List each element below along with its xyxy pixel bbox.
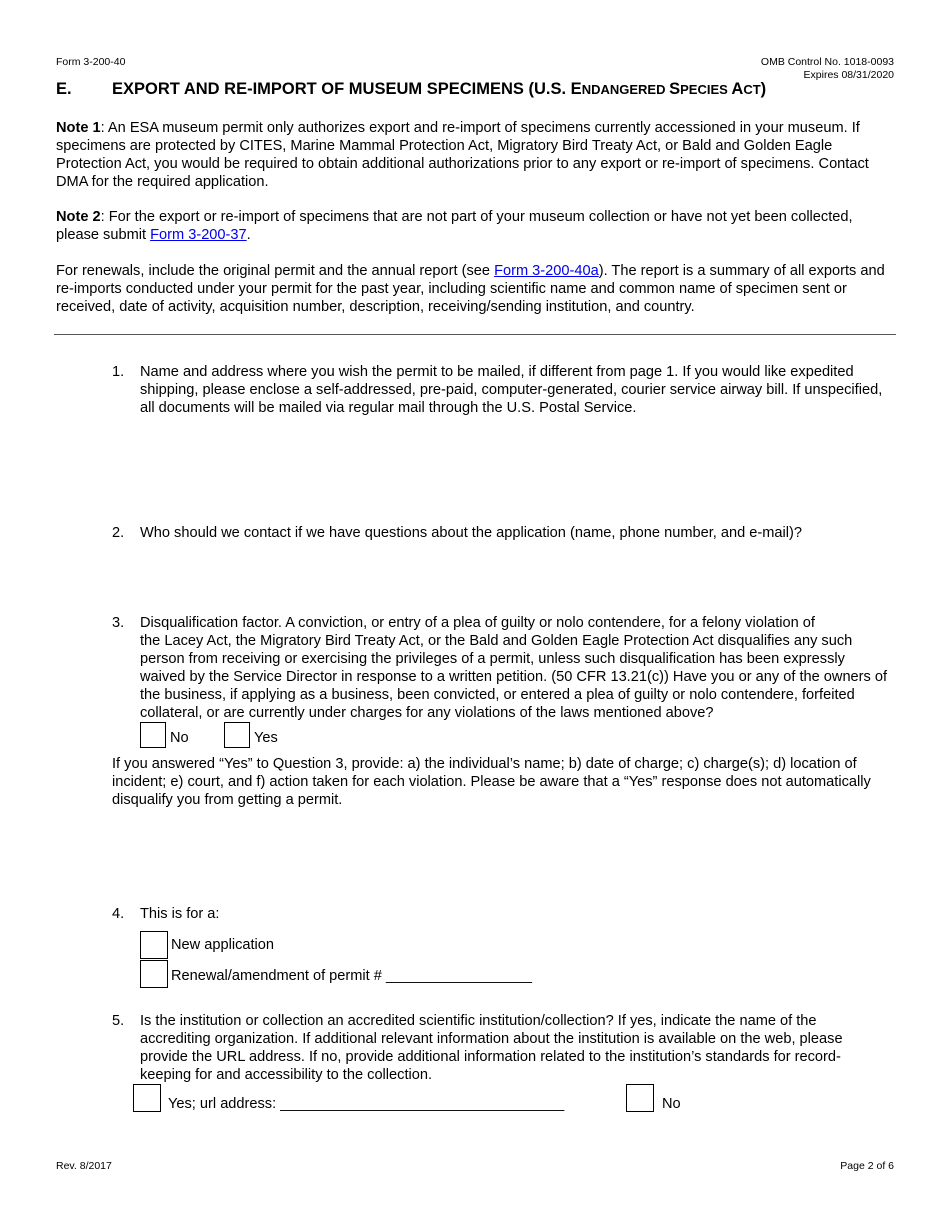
renewal-instructions: For renewals, include the original permit and the annual report (see Form 3-200-40a). The report is a summary of all exports and re-imports conducted under your permit for the past year, including scientific name and common name of specimen sent or received, date of activity, acquisition number, description, receiving/sending institution, and country.: [56, 263, 885, 315]
new-application-checkbox[interactable]: [140, 931, 168, 959]
section-title: E. EXPORT AND RE-IMPORT OF MUSEUM SPECIMENS (U.S. ENDANGERED SPECIES ACT): [56, 80, 767, 98]
question-5-number: 5.: [112, 1013, 125, 1029]
note-2-label: Note 2: [56, 209, 101, 225]
note-1-label: Note 1: [56, 120, 101, 136]
question-3-no-checkbox[interactable]: [140, 722, 166, 748]
question-5-text: Is the institution or collection an accredited scientific institution/collection? If yes, indicate the name of the accrediting organization. If additional relevant information about the institution is available on the web, please provide the URL address. If no, provide additional information related to the institution’s standards for record-keeping for and accessibility to the collection.: [140, 1013, 843, 1083]
form-3-200-40a-link[interactable]: Form 3-200-40a: [494, 263, 599, 279]
new-application-label: New application: [171, 937, 275, 953]
renewal-label: Renewal/amendment of permit # __________________: [171, 968, 533, 984]
question-4-text: This is for a:: [140, 906, 220, 922]
question-3-yes-label: Yes: [254, 730, 278, 746]
section-letter: E.: [56, 80, 72, 98]
question-2-text: Who should we contact if we have questions about the application (name, phone number, and e-mail)?: [140, 525, 802, 541]
page-number: Page 2 of 6: [840, 1160, 894, 1172]
omb-control-number: OMB Control No. 1018-0093: [760, 56, 894, 68]
question-3-number: 3.: [112, 615, 125, 631]
question-5-yes-checkbox[interactable]: [133, 1084, 161, 1112]
note-1-text: : An ESA museum permit only authorizes export and re-import of specimens currently accessioned in your museum. If specimens are protected by CITES, Marine Mammal Protection Act, Migratory Bird Treaty Act, or Bald and Golden Eagle Protection Act, you would be required to obtain additional authorizations prior to any export or re-import of specimens. Contact DMA for the required application.: [56, 120, 869, 190]
question-3-yes-checkbox[interactable]: [224, 722, 250, 748]
question-1-number: 1.: [112, 364, 125, 380]
question-3-no-label: No: [170, 730, 189, 746]
question-3-followup: If you answered “Yes” to Question 3, provide: a) the individual’s name; b) date of charge; c) charge(s); d) location of incident; e) court, and f) action taken for each violation. Please be aware that a “Yes” response does not automatically disqualify you from getting a permit.: [112, 756, 871, 808]
question-4-number: 4.: [112, 906, 125, 922]
expiration-date: Expires 08/31/2020: [803, 69, 894, 81]
note-2: Note 2: For the export or re-import of specimens that are not part of your museum collection or have not yet been collected, please submit Form 3-200-37.: [56, 209, 853, 243]
question-2-number: 2.: [112, 525, 125, 541]
question-5-no-checkbox[interactable]: [626, 1084, 654, 1112]
renewal-checkbox[interactable]: [140, 960, 168, 988]
question-1-text: Name and address where you wish the permit to be mailed, if different from page 1. If you would like expedited shipping, please enclose a self-addressed, pre-paid, computer-generated, courier service airway bill. If unspecified, all documents will be mailed via regular mail through the U.S. Postal Service.: [140, 364, 883, 416]
question-3-text: Disqualification factor. A conviction, or entry of a plea of guilty or nolo contendere, for a felony violation of the Lacey Act, the Migratory Bird Treaty Act, or the Bald and Golden Eagle Protection Act disqualifies any such person from receiving or exercising the privileges of a permit, unless such disqualification has been expressly waived by the Service Director in response to a written petition. (50 CFR 13.21(c)) Have you or any of the owners of the business, if applying as a business, been convicted, or entered a plea of guilty or nolo contendere, forfeited collateral, or are currently under charges for any violations of the laws mentioned above?: [140, 615, 888, 721]
form-number: Form 3-200-40: [56, 56, 126, 68]
form-3-200-37-link[interactable]: Form 3-200-37: [150, 227, 247, 243]
omb-info: [761, 56, 894, 82]
note-1: [56, 119, 894, 191]
horizontal-divider: [54, 334, 896, 335]
question-5-yes-url-label: Yes; url address: ___________________________________: [168, 1096, 565, 1112]
revision-date: Rev. 8/2017: [56, 1160, 112, 1172]
question-5-no-label: No: [662, 1096, 681, 1112]
